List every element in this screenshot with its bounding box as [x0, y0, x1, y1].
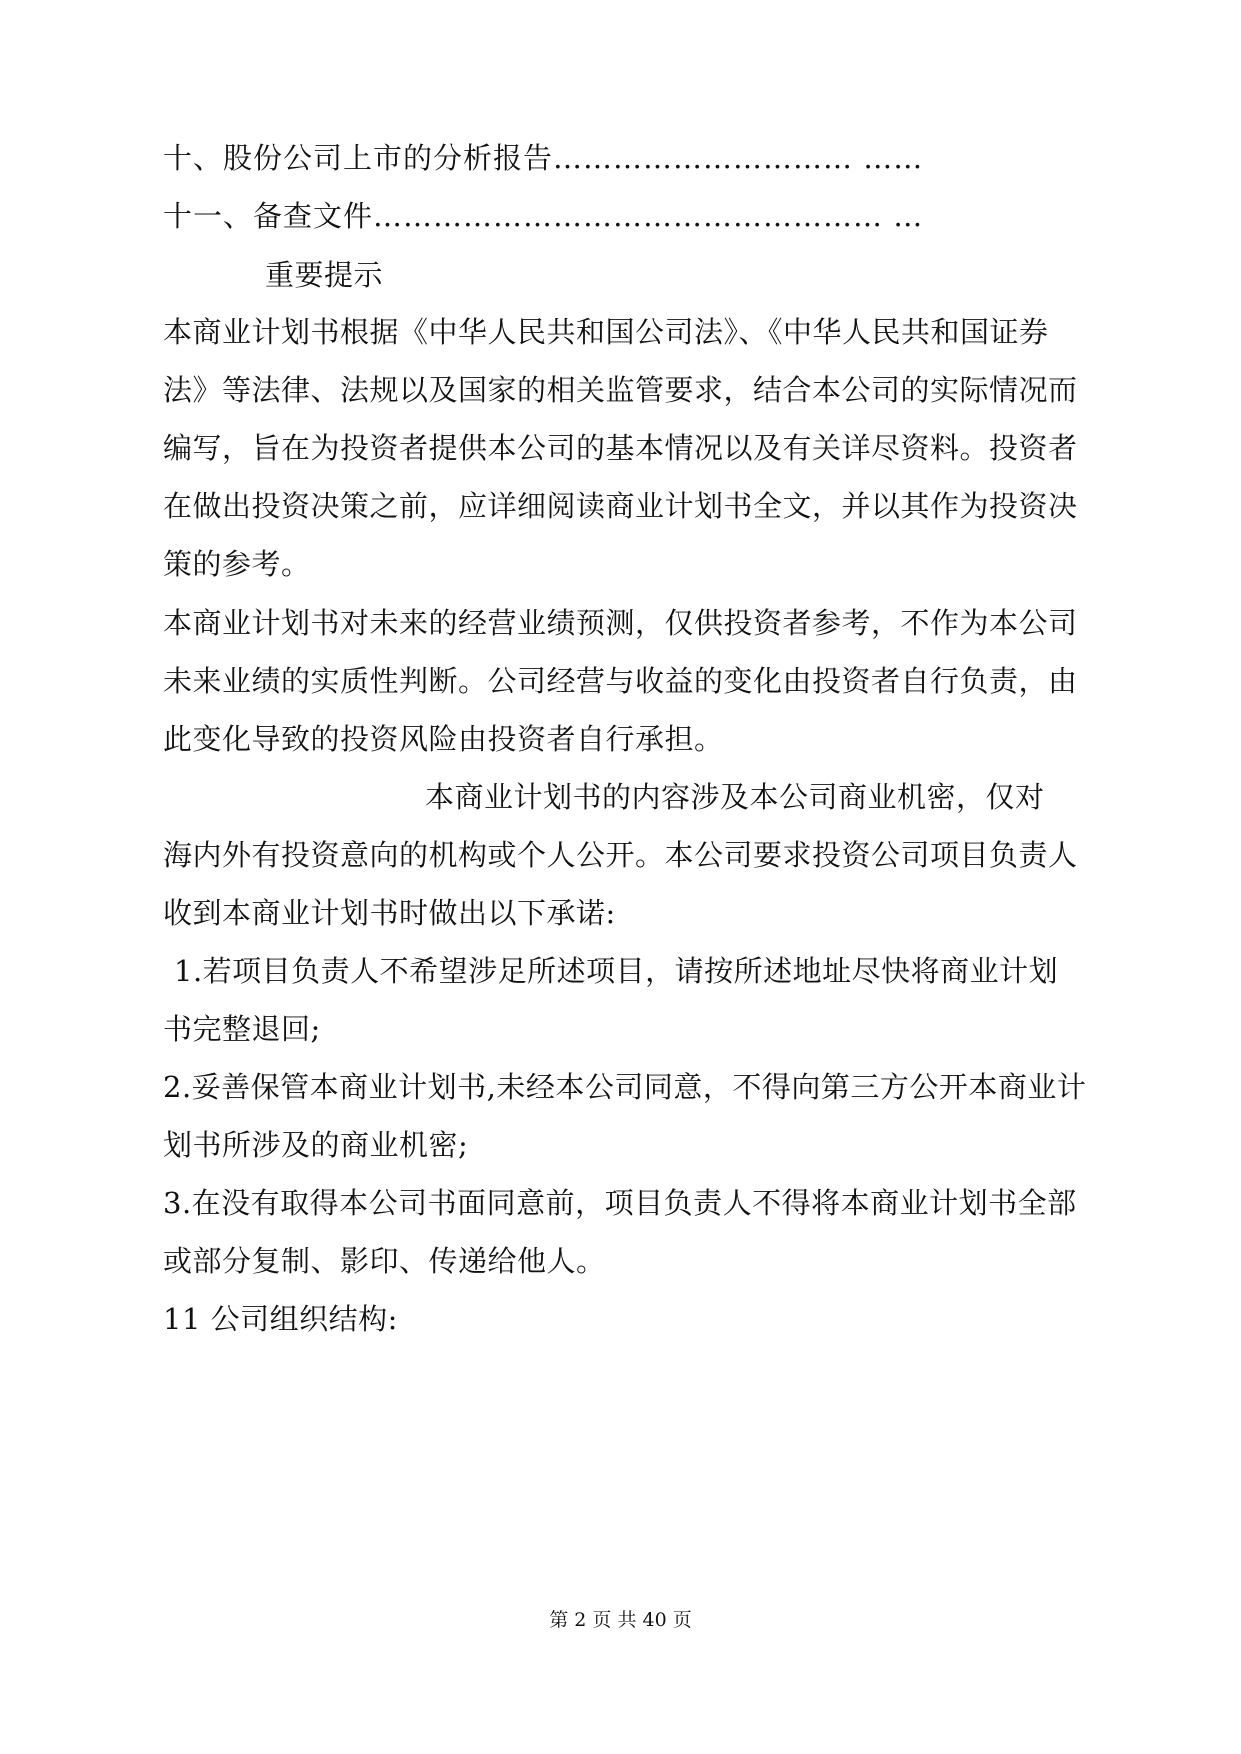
paragraph1-line-2: 法》等法律、法规以及国家的相关监管要求，结合本公司的实际情况而	[163, 373, 1078, 407]
paragraph1-line-1: 本商业计划书根据《中华人民共和国公司法》、《中华人民共和国证券	[163, 315, 1049, 349]
item-3-line-1: 3.在没有取得本公司书面同意前，项目负责人不得将本商业计划书全部	[163, 1186, 1077, 1220]
item-1-line-1: 1.若项目负责人不希望涉足所述项目，请按所述地址尽快将商业计划	[174, 954, 1059, 988]
toc-entry-11: 十一、备查文件…………………………………………… …	[163, 199, 924, 233]
section-heading: 11 公司组织结构:	[163, 1302, 398, 1336]
paragraph3-line-2: 海内外有投资意向的机构或个人公开。本公司要求投资公司项目负责人	[163, 838, 1078, 872]
paragraph3-line-3: 收到本商业计划书时做出以下承诺:	[163, 896, 616, 930]
paragraph1-line-5: 策的参考。	[163, 547, 311, 581]
paragraph1-line-4: 在做出投资决策之前，应详细阅读商业计划书全文，并以其作为投资决	[163, 489, 1078, 523]
paragraph2-line-2: 未来业绩的实质性判断。公司经营与收益的变化由投资者自行负责，由	[163, 664, 1078, 698]
page-footer: 第 2 页 共 40 页	[549, 1609, 692, 1631]
paragraph3-line-1: 本商业计划书的内容涉及本公司商业机密，仅对	[425, 780, 1045, 814]
item-3-line-2: 或部分复制、影印、传递给他人。	[163, 1244, 606, 1278]
item-2-line-1: 2.妥善保管本商业计划书,未经本公司同意，不得向第三方公开本商业计	[163, 1070, 1087, 1104]
item-1-line-2: 书完整退回;	[163, 1012, 321, 1046]
paragraph2-line-1: 本商业计划书对未来的经营业绩预测，仅供投资者参考，不作为本公司	[163, 606, 1078, 640]
paragraph2-line-3: 此变化导致的投资风险由投资者自行承担。	[163, 722, 724, 756]
notice-title: 重要提示	[265, 258, 384, 292]
paragraph1-line-3: 编写，旨在为投资者提供本公司的基本情况以及有关详尽资料。投资者	[163, 431, 1078, 465]
item-2-line-2: 划书所涉及的商业机密;	[163, 1128, 469, 1162]
toc-entry-10: 十、股份公司上市的分析报告………………………… ……	[163, 141, 924, 175]
